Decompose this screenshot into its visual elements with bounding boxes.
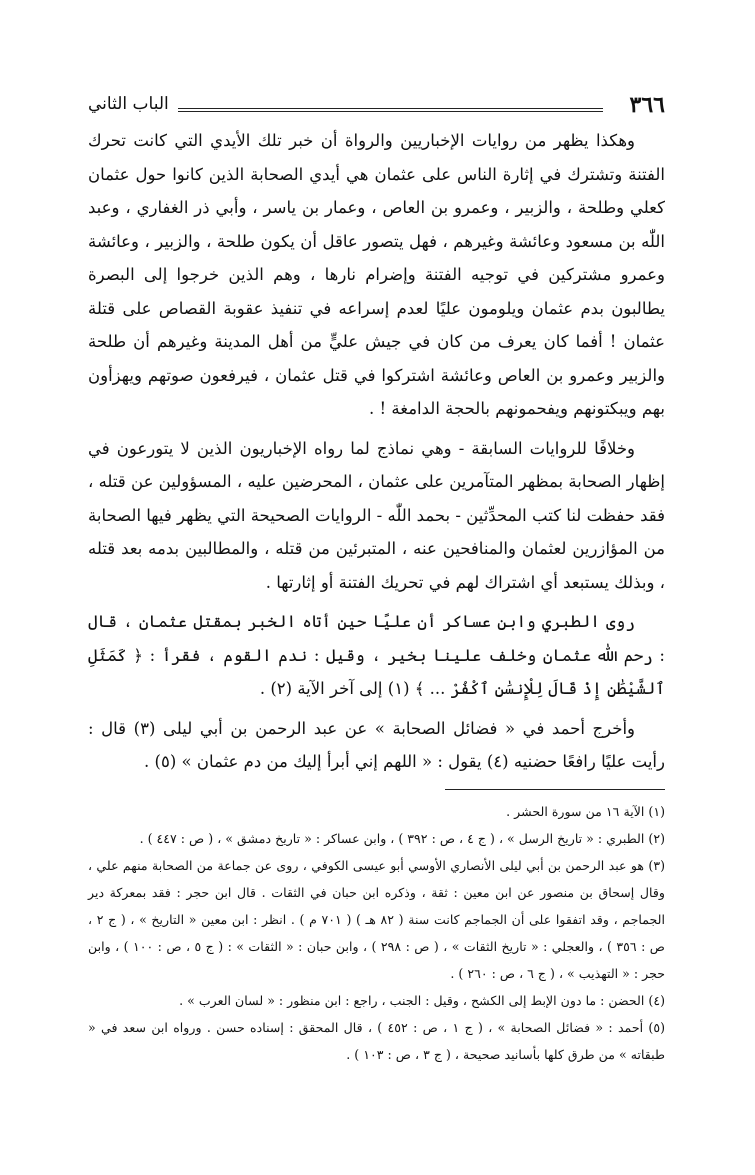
paragraph: وخلافًا للروايات السابقة - وهي نماذج لما رواه الإخباريون الذين لا يتورعون في إظهار الصحابة بمظهر المتآمرين على عثمان ، المحرضين عليه ، المسؤولين عن قتله ، فقد حفظت لنا كتب المحدِّثين - بحمد اللّٰه - الروايات الصحيحة التي يظهر فيها الصحابة من المؤازرين لعثمان والمنافحين عنه ، المتبرئين من قتله ، والمطالبين بدمه بعد قتله ، وبذلك يستبعد أي اشتراك لهم في تحريك الفتنة أو إثارتها .	[88, 438, 665, 592]
paragraph: روى الطبري وابن عساكر أن عليًا حين أتاه الخبر بمقتل عثمان ، قال : رحم اللّٰه عثمان وخلف علينا بخير ، وقيل : ندم القوم ، فقرأ : ﴿ كَمَثَلِ ٱلشَّيْطَٰنِ إِذْ قَالَ لِلْإِنسَٰنِ ٱكْفُرْ ... ﴾ (١) إلى آخر الآية (٢) .	[88, 612, 665, 698]
footnote: (٤) الحضن : ما دون الإبط إلى الكشح ، وقيل : الجنب ، راجع : ابن منظور : « لسان العرب » .	[179, 992, 665, 1008]
header-rule	[178, 108, 603, 112]
footnote: (٥) أحمد : « فضائل الصحابة » ، ( ج ١ ، ص : ٤٥٢ ) ، قال المحقق : إسناده حسن . ورواه ابن سعد في « طبقاته » من طرق كلها بأسانيد صحيحة ، ( ج ٣ ، ص : ١٠٣ ) .	[88, 1019, 666, 1062]
paragraph: وأخرج أحمد في « فضائل الصحابة » عن عبد الرحمن بن أبي ليلى (٣) قال : رأيت عليًا رافعًا حضنيه (٤) يقول : « اللهم إني أبرأ إليك من دم عثمان » (٥) .	[88, 718, 665, 771]
footnote: (٢) الطبري : « تاريخ الرسل » ، ( ج ٤ ، ص : ٣٩٢ ) ، وابن عساكر : « تاريخ دمشق » ، ( ص : ٤٤٧ ) .	[139, 830, 665, 846]
footnote-divider	[445, 789, 665, 790]
chapter-title: الباب الثاني	[88, 94, 169, 114]
page-number: ٣٦٦	[629, 92, 665, 118]
footnote: (١) الآية ١٦ من سورة الحشر .	[506, 803, 665, 819]
paragraph: وهكذا يظهر من روايات الإخباريين والرواة أن خبر تلك الأيدي التي كانت تحرك الفتنة وتشترك في إثارة الناس على عثمان هي أيدي الصحابة الذين كانوا حول عثمان كعلي وطلحة ، والزبير ، وعمرو بن العاص ، وعمار بن ياسر ، وأبي ذر الغفاري ، وعبد اللّٰه بن مسعود وعائشة وغيرهم ، فهل يتصور عاقل أن يكون طلحة ، والزبير ، وعائشة وعمرو مشتركين في توجيه الفتنة وإضرام نارها ، وهم الذين خرجوا إلى البصرة يطالبون بدم عثمان ويلومون عليًا لعدم إسراعه في تنفيذ عقوبة القصاص على قتلة عثمان ! أفما كان يعرف من كان في جيش عليٍّ من أهل المدينة وغيرهم أن طلحة والزبير وعمرو بن العاص وعائشة اشتركوا في قتل عثمان ، فيرفعون صوتهم ويهزأون بهم ويبكتونهم ويفحمونهم بالحجة الدامغة ! .	[88, 131, 665, 418]
page-header	[88, 92, 665, 120]
footnotes	[88, 798, 665, 1068]
footnote: (٣) هو عبد الرحمن بن أبي ليلى الأنصاري الأوسي أبو عيسى الكوفي ، روى عن جماعة من الصحابة منهم علي ، وقال إسحاق بن منصور عن ابن معين : ثقة ، وذكره ابن حبان في الثقات . قال ابن حجر : فقد بمعركة دير الجماجم ، وقد اتفقوا على أن الجماجم كانت سنة ( ٨٢ هـ ) ( ٧٠١ م ) . انظر : ابن معين « التاريخ » ، ( ج ٢ ، ص : ٣٥٦ ) ، والعجلي : « تاريخ الثقات » ، ( ص : ٢٩٨ ) ، وابن حبان : « الثقات » : ( ج ٥ ، ص : ١٠٠ ) ، وابن حجر : « التهذيب » ، ( ج ٦ ، ص : ٢٦٠ ) .	[88, 857, 666, 981]
body-text	[88, 124, 665, 779]
